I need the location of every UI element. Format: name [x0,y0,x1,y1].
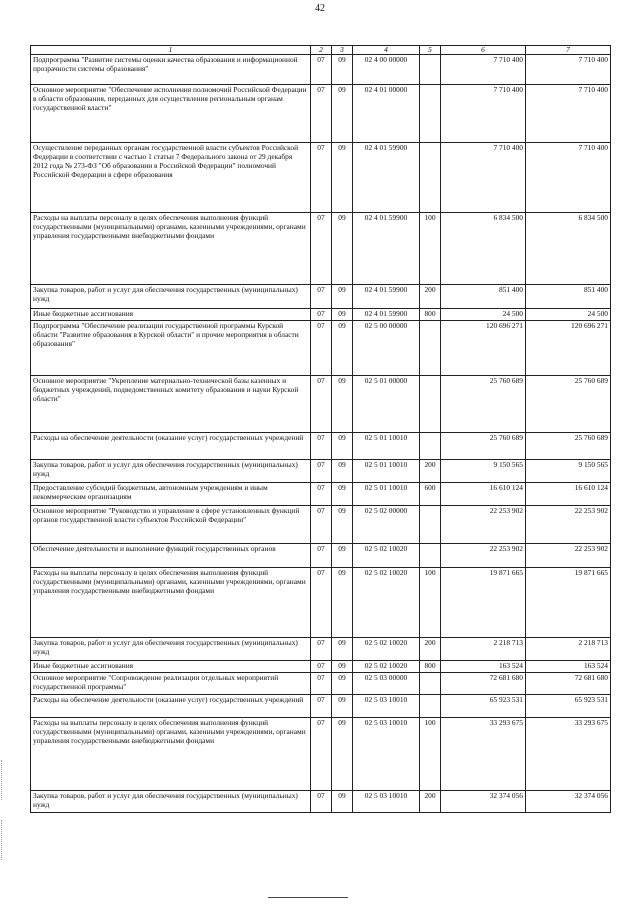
cell-art: 02 5 02 10020 [353,661,420,673]
cell-typ: 600 [420,483,441,506]
table-row [31,544,611,568]
cell-sub: 09 [332,460,353,483]
cell-name: Закупка товаров, работ и услуг для обеспечения государственных (муниципальных) нужд [31,460,311,483]
cell-v1: 120 696 271 [441,321,526,376]
cell-v1: 7 710 400 [441,55,526,85]
table-row [31,568,611,638]
cell-typ [420,506,441,544]
cell-sub: 09 [332,433,353,460]
cell-art: 02 5 03 10010 [353,695,420,718]
cell-art: 02 5 02 10020 [353,568,420,638]
cell-art: 02 5 03 00000 [353,673,420,695]
table-row [31,695,611,718]
cell-art: 02 5 03 10010 [353,791,420,813]
cell-sec: 07 [311,309,332,321]
cell-sec: 07 [311,638,332,661]
cell-v1: 16 610 124 [441,483,526,506]
cell-sec: 07 [311,544,332,568]
table-row [31,460,611,483]
header-cell: 2 [311,46,332,55]
table-row [31,143,611,213]
cell-name: Расходы на обеспечение деятельности (оказание услуг) государственных учреждений [31,695,311,718]
cell-sub: 09 [332,285,353,309]
cell-name: Расходы на выплаты персоналу в целях обеспечения выполнения функций государственными (муниципальными) органами, казенными учреждениями, органами управления государственными внебюджетными фондами [31,718,311,791]
cell-name: Иные бюджетные ассигнования [31,309,311,321]
cell-art: 02 4 00 00000 [353,55,420,85]
cell-name: Основное мероприятие "Укрепление материально-технической базы казенных и бюджетных учреждений, подведомственных комитету образования и науки Курской области" [31,376,311,433]
cell-v2: 16 610 124 [526,483,611,506]
cell-v2: 33 293 675 [526,718,611,791]
cell-v2: 2 218 713 [526,638,611,661]
cell-v1: 19 871 665 [441,568,526,638]
cell-name: Закупка товаров, работ и услуг для обеспечения государственных (муниципальных) нужд [31,791,311,813]
cell-name: Осуществление переданных органам государственной власти субъектов Российской Федерации в соответствии с частью 1 статьи 7 Федерального закона от 29 декабря 2012 года № 273-ФЗ "Об образовании в Российской Федерации" полномочий Российской Федерации в сфере образования [31,143,311,213]
cell-art: 02 5 01 10010 [353,433,420,460]
cell-typ [420,695,441,718]
cell-v2: 32 374 056 [526,791,611,813]
cell-name: Закупка товаров, работ и услуг для обеспечения государственных (муниципальных) нужд [31,638,311,661]
cell-v1: 22 253 902 [441,506,526,544]
cell-v2: 120 696 271 [526,321,611,376]
cell-name: Расходы на выплаты персоналу в целях обеспечения выполнения функций государственными (муниципальными) органами, казенными учреждениями, органами управления государственными внебюджетными фондами [31,213,311,285]
cell-sub: 09 [332,695,353,718]
cell-v2: 19 871 665 [526,568,611,638]
cell-sub: 09 [332,213,353,285]
header-cell: 4 [353,46,420,55]
cell-art: 02 5 02 10020 [353,638,420,661]
cell-v1: 2 218 713 [441,638,526,661]
page-number: 42 [315,3,325,14]
cell-art: 02 4 01 59900 [353,143,420,213]
cell-name: Обеспечение деятельности и выполнение функций государственных органов [31,544,311,568]
cell-v2: 72 681 680 [526,673,611,695]
header-cell: 5 [420,46,441,55]
cell-typ: 200 [420,638,441,661]
cell-typ: 800 [420,661,441,673]
cell-v1: 6 834 500 [441,213,526,285]
table-row [31,433,611,460]
cell-v2: 7 710 400 [526,55,611,85]
cell-sub: 09 [332,321,353,376]
cell-sec: 07 [311,695,332,718]
cell-v2: 25 760 689 [526,433,611,460]
cell-sub: 09 [332,483,353,506]
cell-sub: 09 [332,544,353,568]
cell-sub: 09 [332,638,353,661]
cell-typ [420,143,441,213]
cell-sub: 09 [332,506,353,544]
cell-sub: 09 [332,661,353,673]
cell-typ: 100 [420,718,441,791]
cell-v2: 22 253 902 [526,506,611,544]
cell-typ [420,433,441,460]
cell-v2: 24 500 [526,309,611,321]
cell-name: Закупка товаров, работ и услуг для обеспечения государственных (муниципальных) нужд [31,285,311,309]
cell-name: Основное мероприятие "Руководство и управление в сфере установленных функций органов государственной власти субъектов Российской Федерации" [31,506,311,544]
cell-v2: 7 710 400 [526,85,611,143]
cell-v2: 9 150 565 [526,460,611,483]
cell-sec: 07 [311,791,332,813]
cell-typ [420,55,441,85]
cell-v1: 22 253 902 [441,544,526,568]
cell-sub: 09 [332,309,353,321]
cell-sec: 07 [311,460,332,483]
cell-art: 02 4 01 59900 [353,213,420,285]
cell-sec: 07 [311,506,332,544]
cell-v1: 32 374 056 [441,791,526,813]
cell-v1: 25 760 689 [441,376,526,433]
cell-art: 02 5 01 10010 [353,483,420,506]
cell-sec: 07 [311,143,332,213]
table-row [31,718,611,791]
cell-v2: 65 923 531 [526,695,611,718]
cell-name: Подпрограмма "Развитие системы оценки качества образования и информационной прозрачности системы образования" [31,55,311,85]
cell-v2: 851 400 [526,285,611,309]
cell-name: Основное мероприятие "Сопровождение реализации отдельных мероприятий государственной программы" [31,673,311,695]
cell-typ: 800 [420,309,441,321]
cell-art: 02 5 02 00000 [353,506,420,544]
cell-art: 02 4 01 59900 [353,309,420,321]
budget-table [30,45,611,813]
cell-art: 02 4 01 59900 [353,285,420,309]
cell-v1: 25 760 689 [441,433,526,460]
table-row [31,55,611,85]
cell-typ: 100 [420,213,441,285]
table-row [31,673,611,695]
cell-v1: 7 710 400 [441,85,526,143]
table-row [31,791,611,813]
cell-art: 02 5 03 10010 [353,718,420,791]
cell-name: Основное мероприятие "Обеспечение исполнения полномочий Российской Федерации в области образования, переданных для осуществления региональным органам государственной власти" [31,85,311,143]
cell-sec: 07 [311,661,332,673]
cell-typ [420,673,441,695]
cell-sec: 07 [311,321,332,376]
cell-typ [420,544,441,568]
cell-sec: 07 [311,483,332,506]
cell-art: 02 4 01 00000 [353,85,420,143]
bottom-rule [268,897,348,898]
cell-art: 02 5 00 00000 [353,321,420,376]
cell-v2: 22 253 902 [526,544,611,568]
cell-sec: 07 [311,568,332,638]
table-row [31,213,611,285]
table-header-row [31,46,611,55]
cell-sub: 09 [332,673,353,695]
cell-sub: 09 [332,85,353,143]
cell-v2: 25 760 689 [526,376,611,433]
cell-sec: 07 [311,285,332,309]
cell-name: Расходы на обеспечение деятельности (оказание услуг) государственных учреждений [31,433,311,460]
cell-typ: 200 [420,285,441,309]
cell-name: Расходы на выплаты персоналу в целях обеспечения выполнения функций государственными (муниципальными) органами, казенными учреждениями, органами управления государственными внебюджетными фондами [31,568,311,638]
cell-sub: 09 [332,143,353,213]
cell-sec: 07 [311,718,332,791]
cell-typ: 100 [420,568,441,638]
table-row [31,483,611,506]
cell-v1: 9 150 565 [441,460,526,483]
table-row [31,506,611,544]
margin-mark [1,820,2,860]
table-row [31,285,611,309]
cell-sub: 09 [332,718,353,791]
cell-typ [420,376,441,433]
cell-sec: 07 [311,673,332,695]
cell-typ [420,321,441,376]
cell-art: 02 5 01 10010 [353,460,420,483]
cell-v1: 163 524 [441,661,526,673]
cell-art: 02 5 02 10020 [353,544,420,568]
cell-typ [420,85,441,143]
header-cell: 6 [441,46,526,55]
cell-name: Подпрограмма "Обеспечение реализации государственной программы Курской области "Развитие образования в Курской области" и прочие мероприятия в области образования" [31,321,311,376]
cell-sec: 07 [311,433,332,460]
table-row [31,321,611,376]
cell-v1: 65 923 531 [441,695,526,718]
cell-name: Иные бюджетные ассигнования [31,661,311,673]
cell-name: Предоставление субсидий бюджетным, автономным учреждениям и иным некоммерческим организациям [31,483,311,506]
cell-sec: 07 [311,85,332,143]
cell-v1: 851 400 [441,285,526,309]
cell-sub: 09 [332,791,353,813]
table-row [31,309,611,321]
cell-sub: 09 [332,55,353,85]
cell-sub: 09 [332,568,353,638]
cell-sub: 09 [332,376,353,433]
cell-sec: 07 [311,55,332,85]
cell-v1: 24 500 [441,309,526,321]
header-cell: 7 [526,46,611,55]
cell-v1: 33 293 675 [441,718,526,791]
margin-mark [1,760,2,800]
cell-typ: 200 [420,791,441,813]
cell-v1: 7 710 400 [441,143,526,213]
cell-typ: 200 [420,460,441,483]
header-cell: 3 [332,46,353,55]
table-row [31,376,611,433]
cell-v1: 72 681 680 [441,673,526,695]
table-row [31,661,611,673]
cell-sec: 07 [311,213,332,285]
cell-art: 02 5 01 00000 [353,376,420,433]
header-cell: 1 [31,46,311,55]
cell-v2: 7 710 400 [526,143,611,213]
cell-v2: 6 834 500 [526,213,611,285]
cell-v2: 163 524 [526,661,611,673]
table-row [31,85,611,143]
table-row [31,638,611,661]
cell-sec: 07 [311,376,332,433]
